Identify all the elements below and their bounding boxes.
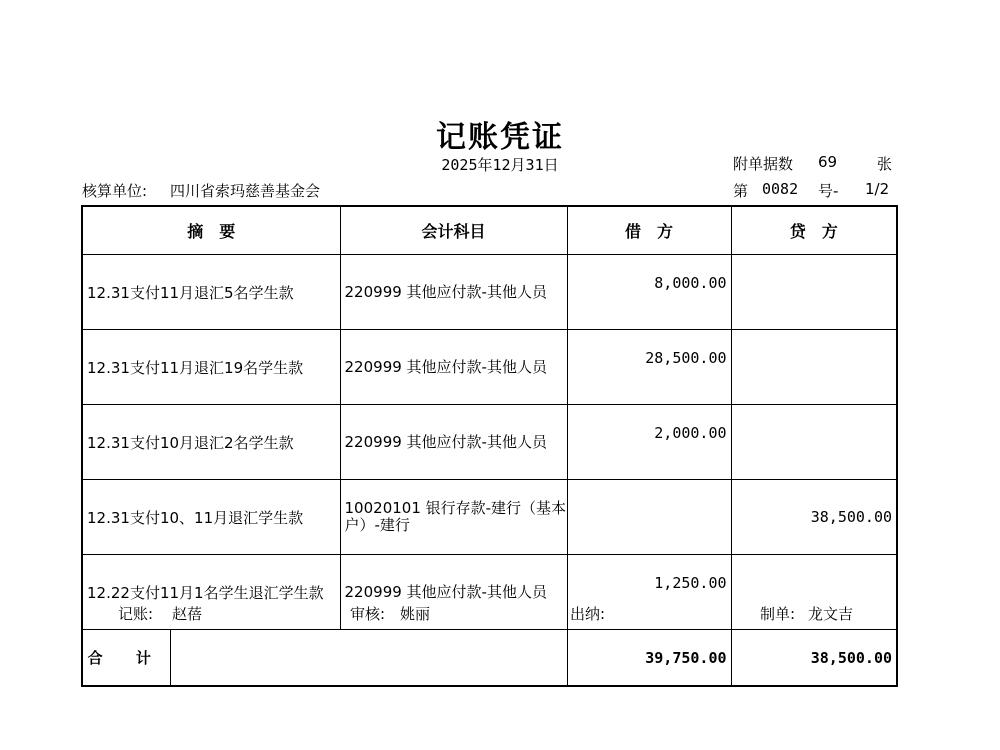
table-row (82, 480, 897, 555)
row-account: 10020101 银行存款-建行（基本户）-建行 (340, 480, 567, 555)
accounting-unit-label: 核算单位: (82, 182, 148, 200)
maker-label: 制单: (760, 605, 796, 623)
voucher-date: 2025年12月31日 (441, 156, 559, 174)
row-credit (731, 405, 897, 480)
row-account: 220999 其他应付款-其他人员 (340, 405, 567, 480)
maker-name: 龙文吉 (808, 605, 854, 623)
row-summary: 12.31支付10月退汇2名学生款 (82, 405, 340, 480)
table-row (82, 255, 897, 330)
total-label: 合 计 (82, 630, 170, 687)
reviewer-label: 审核: (350, 605, 386, 623)
voucher-page-number: 1/2 (865, 180, 890, 198)
cashier-label: 出纳: (570, 605, 606, 623)
row-summary: 12.31支付11月退汇19名学生款 (82, 330, 340, 405)
header-debit: 借 方 (567, 206, 731, 255)
row-debit (567, 480, 731, 555)
row-debit: 2,000.00 (567, 405, 731, 480)
table-row (82, 330, 897, 405)
row-debit: 1,250.00 (567, 555, 731, 630)
voucher-no-prefix: 第 (733, 182, 749, 200)
bookkeeper-label: 记账: (118, 605, 154, 623)
row-summary: 12.31支付11月退汇5名学生款 (82, 255, 340, 330)
total-debit: 39,750.00 (567, 630, 731, 687)
row-account: 220999 其他应付款-其他人员 (340, 555, 567, 630)
row-debit: 8,000.00 (567, 255, 731, 330)
row-credit (731, 330, 897, 405)
accounting-unit-value: 四川省索玛慈善基金会 (170, 182, 321, 200)
row-account: 220999 其他应付款-其他人员 (340, 330, 567, 405)
header-summary: 摘 要 (82, 206, 340, 255)
header-account: 会计科目 (340, 206, 567, 255)
total-blank (170, 630, 567, 687)
voucher-no-value: 0082 (762, 180, 799, 198)
attachments-count: 69 (818, 153, 838, 171)
table-row (82, 405, 897, 480)
row-summary: 12.22支付11月1名学生退汇学生款 (82, 555, 340, 630)
row-account: 220999 其他应付款-其他人员 (340, 255, 567, 330)
row-debit: 28,500.00 (567, 330, 731, 405)
row-credit (731, 255, 897, 330)
voucher-title: 记账凭证 (436, 120, 564, 155)
total-row (82, 630, 897, 687)
total-credit: 38,500.00 (731, 630, 897, 687)
table-header-row (82, 206, 897, 255)
attachments-unit: 张 (877, 155, 893, 173)
voucher-no-suffix: 号- (818, 182, 839, 200)
bookkeeper-name: 赵蓓 (172, 605, 203, 623)
attachments-label: 附单据数 (733, 155, 794, 173)
row-summary: 12.31支付10、11月退汇学生款 (82, 480, 340, 555)
header-credit: 贷 方 (731, 206, 897, 255)
row-credit: 38,500.00 (731, 480, 897, 555)
reviewer-name: 姚丽 (400, 605, 431, 623)
